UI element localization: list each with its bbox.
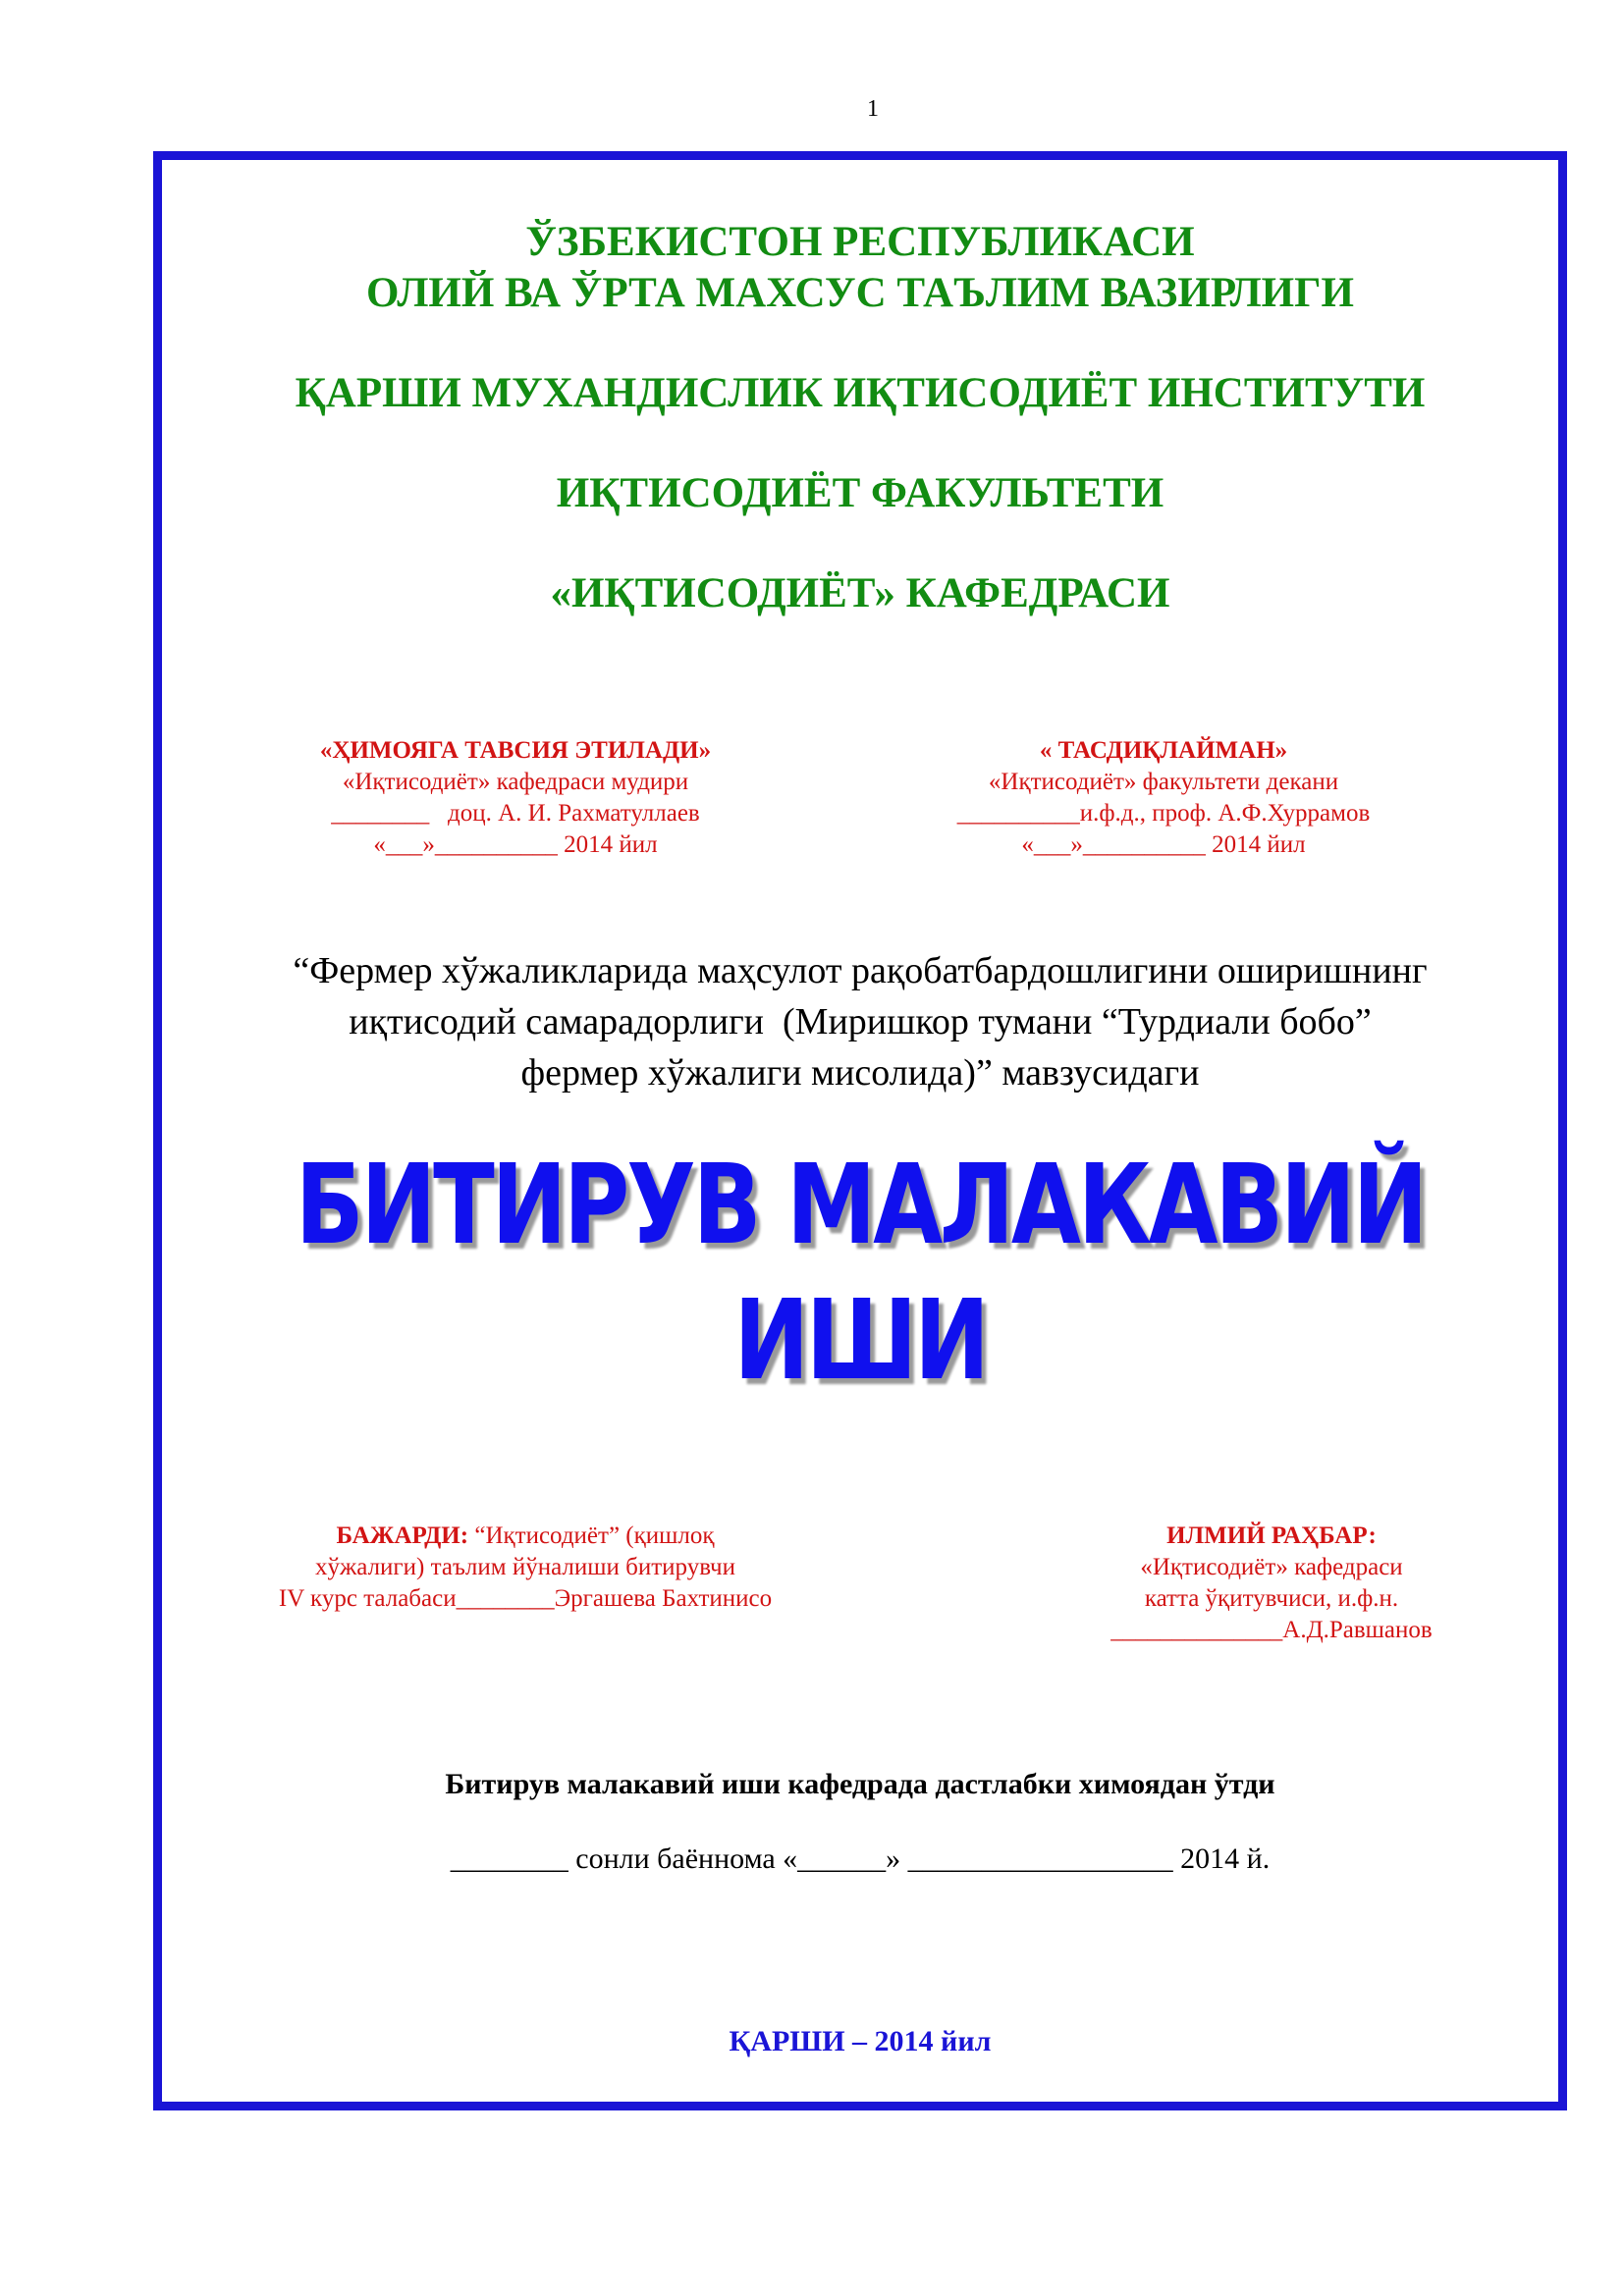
approval-right-head: « ТАСДИҚЛАЙМАН» <box>1039 737 1288 764</box>
performer-line2: хўжалиги) таълим йўналиши битирувчи <box>314 1554 735 1580</box>
supervisor-line2: катта ўқитувчиси, и.ф.н. <box>1144 1585 1399 1612</box>
approval-right-line3: «___»__________ 2014 йил <box>1021 831 1306 858</box>
department-heading: «ИҚТИСОДИЁТ» КАФЕДРАСИ <box>550 570 1170 616</box>
republic-heading: ЎЗБЕКИСТОН РЕСПУБЛИКАСИ <box>525 219 1195 265</box>
city-year-footer: ҚАРШИ – 2014 йил <box>729 2025 992 2057</box>
performer-line3: IV курс талабаси________Эргашева Бахтинисо <box>278 1585 773 1612</box>
faculty-heading: ИҚТИСОДИЁТ ФАКУЛЬТЕТИ <box>556 470 1164 516</box>
performer-line1: “Иқтисодиёт” (қишлоқ <box>468 1522 715 1549</box>
topic-line2: иқтисодий самарадорлиги (Миришкор тумани “Турдиали бобо” <box>349 1001 1372 1042</box>
institute-heading: ҚАРШИ МУХАНДИСЛИК ИҚТИСОДИЁТ ИНСТИТУТИ <box>295 370 1426 416</box>
page-frame <box>153 151 1567 2110</box>
approval-right <box>908 735 1419 861</box>
approval-right-line2: __________и.ф.д., проф. А.Ф.Хуррамов <box>956 800 1371 827</box>
topic-line3: фермер хўжалиги мисолида)” мавзусидаги <box>520 1052 1200 1094</box>
approval-left-head: «ҲИМОЯГА ТАВСИЯ ЭТИЛАДИ» <box>319 737 712 764</box>
supervisor-line3: ______________А.Д.Равшанов <box>1110 1617 1433 1643</box>
approval-left-line2: ________ доц. А. И. Рахматуллаев <box>331 800 700 827</box>
thesis-title-line2: ИШИ <box>733 1277 987 1405</box>
page-number: 1 <box>867 96 879 122</box>
approval-left <box>241 735 790 861</box>
performer-head: БАЖАРДИ: <box>336 1522 469 1549</box>
thesis-title-line1: БИТИРУВ МАЛАКАВИЙ <box>295 1142 1426 1269</box>
performer-block <box>221 1521 830 1615</box>
supervisor-head: ИЛМИЙ РАҲБАР: <box>1166 1522 1377 1549</box>
defense-statement: Битирув малакавий иши кафедрада дастлабки химоядан ўтди <box>445 1768 1275 1800</box>
approval-left-line1: «Иқтисодиёт» кафедраси мудири <box>342 769 689 795</box>
ministry-heading: ОЛИЙ ВА ЎРТА МАХСУС ТАЪЛИМ ВАЗИРЛИГИ <box>366 270 1354 316</box>
protocol-line: ________ сонли баённома «______» __________________ 2014 й. <box>450 1842 1271 1875</box>
approval-left-line3: «___»__________ 2014 йил <box>373 831 658 858</box>
supervisor-block <box>1026 1521 1517 1646</box>
topic-line1: “Фермер хўжаликларида маҳсулот рақобатбардошлигини оширишнинг <box>293 950 1428 991</box>
supervisor-line1: «Иқтисодиёт» кафедраси <box>1140 1554 1403 1580</box>
approval-right-line1: «Иқтисодиёт» факультети декани <box>988 769 1339 795</box>
thesis-topic <box>162 945 1558 1098</box>
